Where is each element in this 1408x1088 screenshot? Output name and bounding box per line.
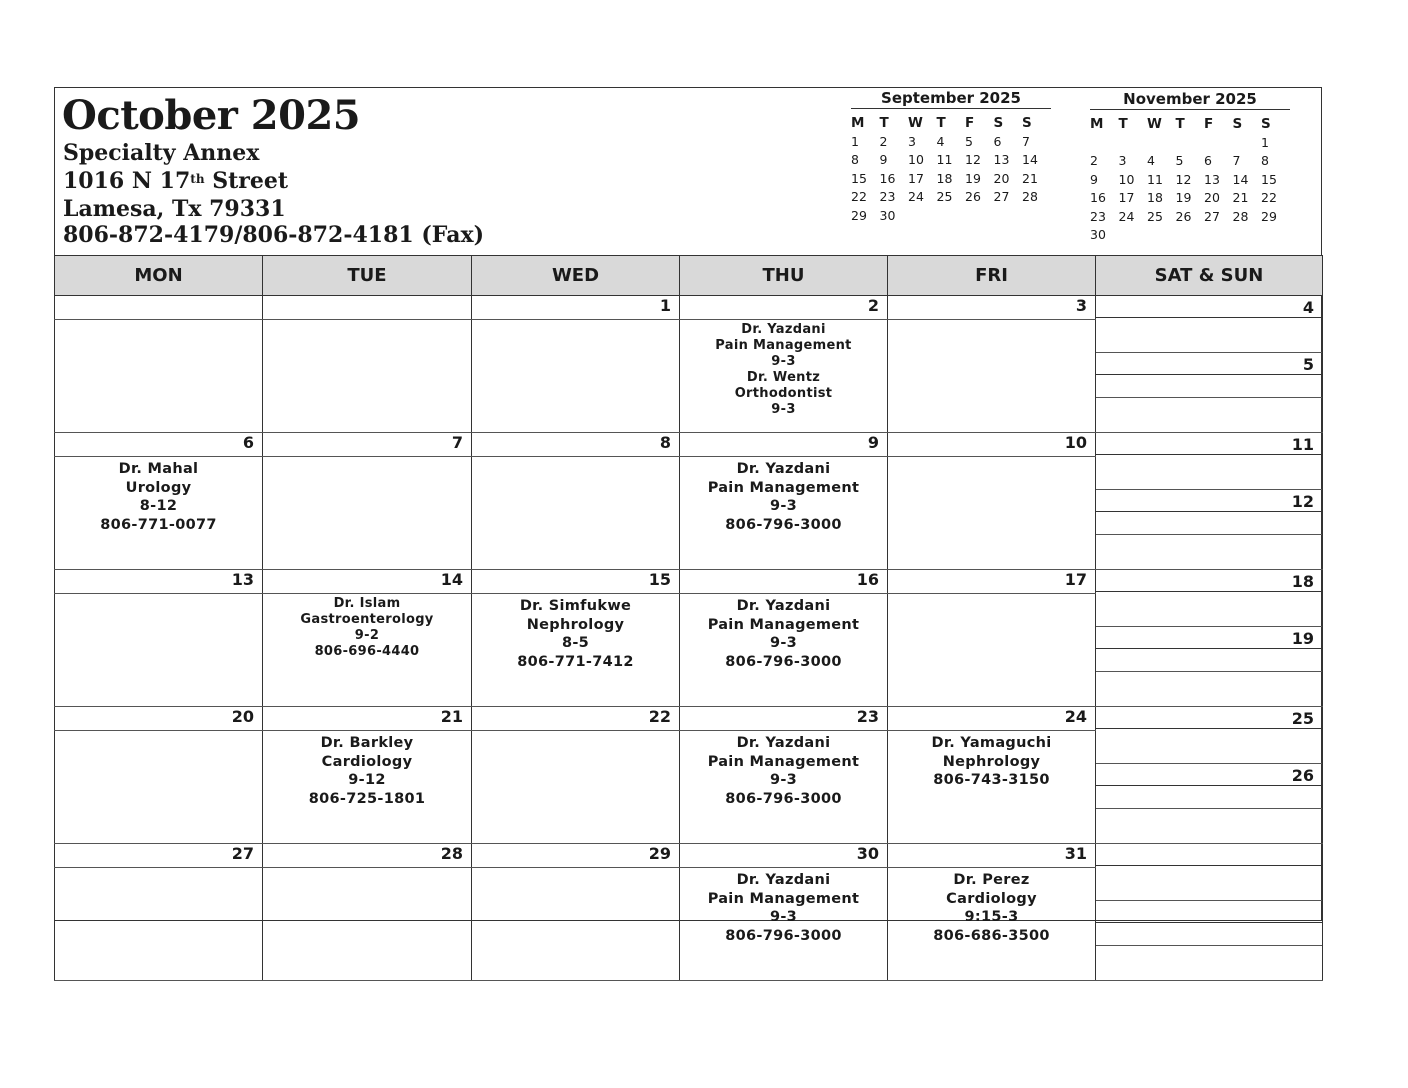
weekend-split [1096, 433, 1322, 569]
mini-calendar-day [1147, 133, 1176, 152]
weekend-row [1096, 729, 1322, 764]
weekday-header-wed: WED [472, 256, 680, 296]
mini-calendar-day: 24 [908, 189, 924, 205]
weekday-header-weekend: SAT & SUN [1096, 256, 1323, 296]
day-cell [55, 320, 263, 433]
day-number [263, 296, 472, 320]
mini-calendar-day: 16 [1090, 190, 1106, 206]
day-number: 29 [472, 844, 680, 868]
mini-calendar-day [1261, 226, 1290, 245]
weekend-saturday-number: 18 [1096, 570, 1322, 592]
mini-calendar-day: 14 [1022, 152, 1038, 168]
weekend-row [1096, 923, 1322, 946]
appointment-detail: Pain Management [707, 890, 860, 907]
mini-calendar-day: 28 [1022, 189, 1038, 205]
mini-calendar-day: 15 [851, 170, 867, 186]
weekend-row [1096, 398, 1322, 433]
appointment [55, 457, 262, 534]
mini-calendar-day: 30 [879, 207, 896, 223]
doctor-name: Dr. Barkley [320, 735, 414, 752]
mini-calendar-day: 4 [936, 133, 945, 149]
appointment-detail: 806-796-3000 [725, 927, 842, 944]
mini-calendar-day: 8 [851, 152, 859, 168]
appointment-detail: Orthodontist [734, 386, 833, 402]
day-number: 27 [55, 844, 263, 868]
appointment-detail: Urology [125, 479, 192, 496]
mini-calendar-day: 7 [1232, 153, 1241, 169]
day-number: 17 [888, 570, 1096, 594]
mini-calendar-day: 26 [1175, 208, 1192, 224]
weekend-saturday-number: 25 [1096, 707, 1322, 729]
doctor-name: Dr. Islam [333, 596, 401, 612]
day-cell [472, 457, 680, 570]
day-number: 24 [888, 707, 1096, 731]
weekend-row [1096, 296, 1322, 318]
mini-calendar-day [1233, 226, 1262, 245]
appointment [680, 320, 887, 418]
weekend-sunday-line [1096, 649, 1322, 672]
weekday-header-tue: TUE [263, 256, 472, 296]
mini-calendar-week [1090, 170, 1290, 189]
appointment-detail: 806-771-7412 [517, 653, 634, 670]
weekend-sunday-number: 19 [1096, 627, 1322, 649]
mini-calendar-day: 19 [965, 170, 981, 186]
weekend-split [1096, 296, 1322, 432]
mini-calendar-day: 4 [1147, 153, 1155, 169]
mini-calendar-day: 16 [879, 170, 896, 186]
weekend-sunday-number: 12 [1096, 490, 1322, 512]
mini-calendar-day: 2 [879, 133, 888, 149]
mini-calendar-weekday: F [1204, 115, 1214, 132]
weekend-sunday-line [1096, 923, 1322, 946]
mini-calendar-week [1090, 152, 1290, 171]
day-cell [888, 594, 1096, 707]
day-cell [263, 594, 472, 707]
mini-calendar-weekday: M [1090, 115, 1104, 132]
appointment-detail: Gastroenterology [300, 612, 434, 628]
day-cell [888, 868, 1096, 981]
mini-calendar-day: 15 [1261, 171, 1277, 187]
week-date-row [55, 570, 1323, 594]
weekend-split [1096, 844, 1322, 980]
mini-calendar-day: 21 [1232, 190, 1249, 206]
weekend-row [1096, 490, 1322, 512]
day-number: 2 [680, 296, 888, 320]
appointment-detail: 806-796-3000 [725, 516, 842, 533]
mini-calendar-day: 8 [1261, 153, 1269, 169]
city-state-zip: Lamesa, Tx 79331 [63, 196, 286, 222]
mini-calendar-day: 29 [851, 207, 867, 223]
mini-calendar-day: 6 [993, 133, 1002, 149]
doctor-name: Dr. Mahal [118, 461, 199, 478]
mini-calendar-day: 26 [965, 189, 981, 205]
mini-calendar-week [1090, 207, 1290, 226]
day-number: 21 [263, 707, 472, 731]
day-cell [263, 868, 472, 981]
mini-calendar-day: 20 [993, 170, 1010, 186]
appointment-detail: 806-771-0077 [100, 516, 217, 533]
weekend-row [1096, 570, 1322, 592]
appointment-detail: Cardiology [321, 753, 413, 770]
mini-calendar-day: 23 [1090, 208, 1106, 224]
day-cell [263, 457, 472, 570]
mini-calendar-day: 10 [908, 152, 924, 168]
day-number [55, 296, 263, 320]
day-cell [472, 868, 680, 981]
mini-calendar-day [1022, 206, 1051, 225]
phone-fax: 806-872-4179/806-872-4181 (Fax) [63, 222, 484, 248]
mini-calendar-day [1233, 133, 1262, 152]
weekend-row [1096, 707, 1322, 729]
day-number: 6 [55, 433, 263, 457]
appointment-detail: 806-796-3000 [725, 790, 842, 807]
mini-calendar-day: 22 [1261, 190, 1277, 206]
weekday-header-thu: THU [680, 256, 888, 296]
mini-calendar-day: 1 [851, 133, 859, 149]
mini-calendar-weekday: T [936, 114, 946, 131]
appointment-detail: 806-686-3500 [933, 927, 1050, 944]
doctor-name: Dr. Perez [953, 872, 1030, 889]
weekend-saturday-line [1096, 729, 1322, 764]
weekend-row [1096, 353, 1322, 375]
mini-calendar-day: 17 [1118, 190, 1135, 206]
mini-calendar-day: 5 [965, 133, 973, 149]
mini-calendar-day: 3 [908, 133, 916, 149]
mini-calendar-day: 23 [879, 189, 896, 205]
weekend-sunday-number [1096, 901, 1322, 923]
appointment-detail: 8-5 [561, 635, 590, 652]
mini-calendar-day: 9 [879, 152, 888, 168]
mini-calendar-weekday: S [1022, 114, 1032, 131]
day-cell [680, 594, 888, 707]
mini-calendar-weekday: M [851, 114, 865, 131]
mini-calendar-day [1119, 226, 1148, 245]
weekend-row [1096, 433, 1322, 455]
appointment-detail: Cardiology [946, 890, 1037, 907]
weekend-row [1096, 844, 1322, 866]
mini-calendar-day [1204, 226, 1233, 245]
doctor-name: Dr. Yazdani [736, 598, 831, 615]
mini-calendar-day: 13 [1204, 171, 1220, 187]
appointment [680, 457, 887, 534]
mini-calendar-day: 11 [1147, 171, 1163, 187]
day-cell [263, 731, 472, 844]
mini-calendar-day: 19 [1175, 190, 1192, 206]
day-number: 23 [680, 707, 888, 731]
mini-calendar-day: 21 [1022, 170, 1038, 186]
appointment-detail: Pain Management [707, 753, 860, 770]
day-cell [472, 320, 680, 433]
weekday-header-mon: MON [55, 256, 263, 296]
facility-name: Specialty Annex [63, 140, 260, 166]
mini-calendar-september [851, 89, 1051, 225]
weekend-saturday-number: 11 [1096, 433, 1322, 455]
day-number: 13 [55, 570, 263, 594]
day-number: 10 [888, 433, 1096, 457]
appointment [680, 731, 887, 808]
mini-calendar-week [851, 188, 1051, 207]
mini-calendar-day: 18 [1147, 190, 1163, 206]
mini-calendar-day: 6 [1204, 153, 1212, 169]
weekend-sunday-line [1096, 375, 1322, 398]
mini-calendar-day: 14 [1232, 171, 1249, 187]
weekend-row [1096, 946, 1322, 981]
doctor-name: Dr. Simfukwe [519, 598, 632, 615]
doctor-name: Dr. Yazdani [736, 735, 831, 752]
weekend-row [1096, 672, 1322, 707]
day-number: 3 [888, 296, 1096, 320]
mini-calendar-weekday: W [1147, 115, 1162, 132]
mini-calendar-day: 27 [993, 189, 1010, 205]
weekend-saturday-line [1096, 866, 1322, 901]
mini-calendar-day: 11 [936, 152, 953, 168]
weekend-row [1096, 455, 1322, 490]
day-cell [55, 868, 263, 981]
mini-calendar-week [851, 132, 1051, 151]
day-cell [680, 457, 888, 570]
weekend-cell [1096, 433, 1323, 570]
mini-calendar-day [1090, 133, 1119, 152]
mini-calendar-grid [851, 113, 1051, 225]
weekend-row [1096, 649, 1322, 672]
day-cell [472, 594, 680, 707]
appointment-detail: 9-12 [348, 772, 386, 789]
weekend-saturday-number [1096, 844, 1322, 866]
page-title: October 2025 [62, 92, 361, 139]
mini-calendar-day: 12 [1175, 171, 1192, 187]
day-cell [888, 457, 1096, 570]
week-date-row [55, 844, 1323, 868]
day-number: 7 [263, 433, 472, 457]
day-number: 14 [263, 570, 472, 594]
appointment-detail: 806-743-3150 [933, 772, 1050, 789]
day-number: 20 [55, 707, 263, 731]
mini-calendar-day: 2 [1090, 153, 1098, 169]
week-date-row [55, 707, 1323, 731]
appointment-detail: Dr. Wentz [746, 370, 821, 386]
mini-calendar-weekday: T [1175, 115, 1185, 132]
mini-calendar-day: 17 [908, 170, 924, 186]
weekend-saturday-line [1096, 455, 1322, 490]
day-cell [55, 457, 263, 570]
weekend-split [1096, 707, 1322, 843]
doctor-name: Dr. Yazdani [736, 872, 831, 889]
week-date-row [55, 296, 1323, 320]
day-cell [680, 731, 888, 844]
weekend-row [1096, 786, 1322, 809]
mini-calendar-november [1090, 90, 1290, 244]
day-number: 30 [680, 844, 888, 868]
mini-calendar-week [851, 169, 1051, 188]
weekend-sunday-space [1096, 535, 1322, 570]
day-number: 15 [472, 570, 680, 594]
appointment-detail: Pain Management [707, 479, 860, 496]
mini-calendar-day: 13 [993, 152, 1010, 168]
appointment-detail: 9-3 [769, 498, 798, 515]
weekend-row [1096, 764, 1322, 786]
mini-calendar-day [937, 206, 966, 225]
mini-calendar-day [1176, 133, 1205, 152]
day-cell [263, 320, 472, 433]
weekend-row [1096, 535, 1322, 570]
mini-calendar-week [1090, 226, 1290, 245]
mini-calendar-day [1119, 133, 1148, 152]
weekend-sunday-space [1096, 672, 1322, 707]
week-date-row [55, 433, 1323, 457]
weekend-saturday-number: 4 [1096, 296, 1322, 318]
appointment [680, 868, 887, 945]
weekend-row [1096, 375, 1322, 398]
mini-calendar-weekday: T [1118, 115, 1128, 132]
day-cell [55, 594, 263, 707]
weekend-saturday-line [1096, 592, 1322, 627]
mini-calendar-weekday: S [1232, 115, 1243, 132]
mini-calendar-title: September 2025 [851, 89, 1051, 109]
appointment-detail: 9:15-3 [964, 909, 1019, 926]
mini-calendar-day: 20 [1204, 190, 1220, 206]
mini-calendar-day: 1 [1261, 134, 1269, 150]
mini-calendar-day [1176, 226, 1205, 245]
appointment-detail: 9-3 [771, 354, 796, 370]
weekend-row [1096, 809, 1322, 844]
day-number: 31 [888, 844, 1096, 868]
doctor-name: Dr. Yazdani [736, 461, 831, 478]
mini-calendar-day [994, 206, 1023, 225]
mini-calendar-day: 25 [1147, 208, 1163, 224]
weekday-header-fri: FRI [888, 256, 1096, 296]
mini-calendar-day: 29 [1261, 208, 1277, 224]
weekend-sunday-line [1096, 786, 1322, 809]
weekend-sunday-number: 26 [1096, 764, 1322, 786]
weekend-saturday-line [1096, 318, 1322, 353]
weekend-cell [1096, 707, 1323, 844]
appointment [888, 868, 1095, 945]
day-cell [472, 731, 680, 844]
weekend-split [1096, 570, 1322, 706]
mini-calendar-day: 7 [1022, 133, 1030, 149]
appointment-detail: Nephrology [526, 616, 625, 633]
mini-calendar-day: 12 [965, 152, 981, 168]
month-grid [54, 255, 1323, 981]
mini-calendar-day: 30 [1090, 227, 1106, 243]
mini-calendar-day: 9 [1090, 171, 1098, 187]
mini-calendar-weekday: T [879, 114, 889, 131]
day-cell [888, 320, 1096, 433]
appointment-detail: 9-3 [771, 402, 796, 418]
mini-calendar-week [851, 151, 1051, 170]
weekend-cell [1096, 844, 1323, 981]
mini-calendar-weekday-row [851, 113, 1051, 132]
day-cell [680, 868, 888, 981]
weekend-cell [1096, 296, 1323, 433]
mini-calendar-week [1090, 189, 1290, 208]
appointment [472, 594, 679, 671]
appointment-detail: 806-696-4440 [314, 644, 420, 660]
mini-calendar-day: 25 [936, 189, 953, 205]
appointment-detail: Pain Management [707, 616, 860, 633]
day-number: 9 [680, 433, 888, 457]
mini-calendar-day: 3 [1118, 153, 1127, 169]
weekend-row [1096, 901, 1322, 923]
mini-calendar-day [1204, 133, 1233, 152]
weekend-sunday-line [1096, 512, 1322, 535]
mini-calendar-weekday: W [908, 114, 923, 131]
mini-calendar-day: 5 [1175, 153, 1184, 169]
mini-calendar-title: November 2025 [1090, 90, 1290, 110]
appointment [263, 594, 471, 660]
weekend-row [1096, 866, 1322, 901]
appointment-detail: 806-725-1801 [308, 790, 426, 807]
mini-calendar-day: 22 [851, 189, 867, 205]
weekend-sunday-number: 5 [1096, 353, 1322, 375]
appointment [888, 731, 1095, 790]
mini-calendar-day: 24 [1118, 208, 1135, 224]
mini-calendar-day [1147, 226, 1176, 245]
appointment [680, 594, 887, 671]
weekend-sunday-space [1096, 809, 1322, 844]
day-number: 1 [472, 296, 680, 320]
mini-calendar-week [1090, 133, 1290, 152]
mini-calendar-weekday: F [965, 114, 975, 131]
day-cell [680, 320, 888, 433]
day-cell [888, 731, 1096, 844]
day-number: 8 [472, 433, 680, 457]
mini-calendar-day [965, 206, 994, 225]
doctor-name: Dr. Yamaguchi [931, 735, 1052, 752]
doctor-name: Dr. Yazdani [741, 322, 826, 338]
appointment-detail: 9-3 [769, 772, 798, 789]
weekend-row [1096, 627, 1322, 649]
appointment-detail: Pain Management [715, 338, 852, 354]
mini-calendar-grid [1090, 114, 1290, 244]
appointment-detail: 806-796-3000 [725, 653, 842, 670]
appointment [263, 731, 471, 808]
day-cell [55, 731, 263, 844]
weekend-sunday-space [1096, 398, 1322, 433]
mini-calendar-day: 27 [1204, 208, 1220, 224]
appointment-detail: Nephrology [942, 753, 1041, 770]
mini-calendar-day: 28 [1232, 208, 1249, 224]
mini-calendar-weekday-row [1090, 114, 1290, 133]
weekend-row [1096, 318, 1322, 353]
day-number: 28 [263, 844, 472, 868]
street-address: 1016 N 17th Street [63, 168, 289, 194]
appointment-detail: 8-12 [139, 498, 178, 515]
mini-calendar-day [908, 206, 937, 225]
day-number: 16 [680, 570, 888, 594]
mini-calendar-weekday: S [993, 114, 1004, 131]
day-number: 22 [472, 707, 680, 731]
weekend-row [1096, 512, 1322, 535]
appointment-detail: 9-3 [769, 635, 798, 652]
appointment-detail: 9-2 [354, 628, 380, 644]
mini-calendar-day: 18 [936, 170, 953, 186]
weekend-sunday-space [1096, 946, 1322, 981]
mini-calendar-week [851, 206, 1051, 225]
weekend-cell [1096, 570, 1323, 707]
appointment-detail: 9-3 [769, 909, 798, 926]
mini-calendar-day: 10 [1118, 171, 1135, 187]
weekend-row [1096, 592, 1322, 627]
mini-calendar-weekday: S [1261, 115, 1271, 132]
